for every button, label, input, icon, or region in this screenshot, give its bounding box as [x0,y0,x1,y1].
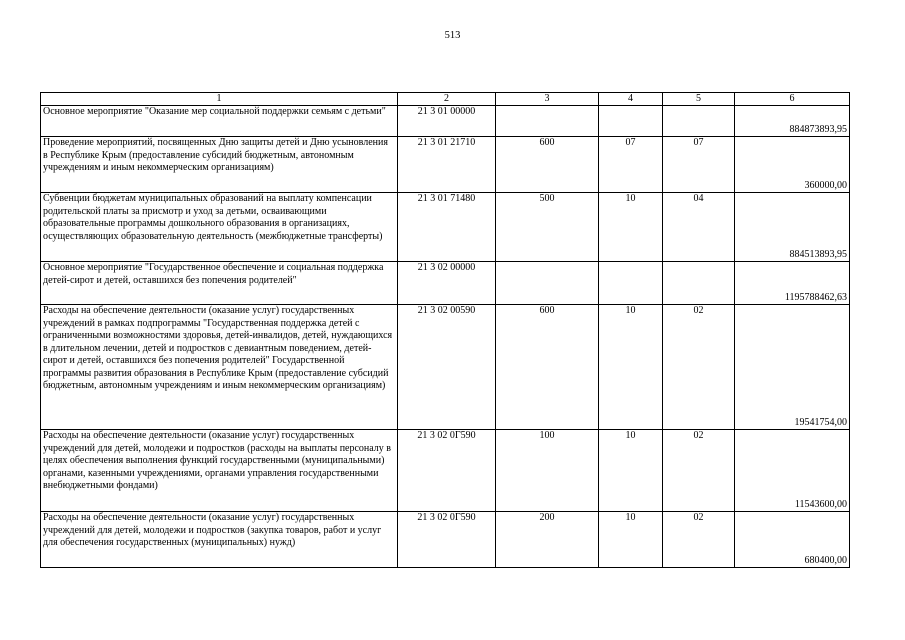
column-header: 3 [496,93,599,106]
row-code-cell: 21 3 02 0Г590 [398,512,496,568]
row-pr-cell: 02 [663,430,735,512]
row-sum-cell: 19541754,00 [735,305,850,430]
row-sum-cell: 1195788462,63 [735,262,850,305]
row-rz-cell: 10 [599,193,663,262]
row-name-cell: Расходы на обеспечение деятельности (оказание услуг) государственных учреждений для детей, молодежи и подростков (закупка товаров, работ и услуг для обеспечения государственных (муниципальных) нужд) [41,512,398,568]
row-code-cell: 21 3 02 00590 [398,305,496,430]
table-row [41,137,850,193]
row-vr-cell: 200 [496,512,599,568]
row-pr-cell: 02 [663,512,735,568]
table-row [41,430,850,512]
row-name-cell: Субвенции бюджетам муниципальных образований на выплату компенсации родительской платы за присмотр и уход за детьми, осваивающими образовательные программы дошкольного образования в организациях, осуществляющих образовательную деятельность (межбюджетные трансферты) [41,193,398,262]
row-code-cell: 21 3 01 21710 [398,137,496,193]
row-sum-cell: 680400,00 [735,512,850,568]
row-name-cell: Проведение мероприятий, посвященных Дню защиты детей и Дню усыновления в Республике Крым (предоставление субсидий бюджетным, автономным учреждениям и иным некоммерческим организациям) [41,137,398,193]
row-sum-cell: 884513893,95 [735,193,850,262]
row-vr-cell [496,106,599,137]
row-name-cell: Основное мероприятие "Оказание мер социальной поддержки семьям с детьми" [41,106,398,137]
column-header: 1 [41,93,398,106]
budget-table [40,92,850,568]
table-row [41,106,850,137]
table-row [41,193,850,262]
row-name-cell: Расходы на обеспечение деятельности (оказание услуг) государственных учреждений в рамках подпрограммы "Государственная поддержка детей с ограниченными возможностями здоровья, детей-инвалидов, детей, нуждающихся в длительном лечении, детей и подростков с девиантным поведением, детей-сирот и детей, оставшихся без попечения родителей" Государственной программы развития образования в Республике Крым (предоставление субсидий бюджетным, автономным учреждениям и иным некоммерческим организациям) [41,305,398,430]
row-vr-cell: 600 [496,137,599,193]
row-rz-cell [599,262,663,305]
row-vr-cell: 500 [496,193,599,262]
row-pr-cell: 04 [663,193,735,262]
row-pr-cell: 07 [663,137,735,193]
row-rz-cell [599,106,663,137]
row-rz-cell: 10 [599,512,663,568]
row-code-cell: 21 3 01 00000 [398,106,496,137]
page-number: 513 [444,30,461,41]
row-pr-cell [663,262,735,305]
row-name-cell: Расходы на обеспечение деятельности (оказание услуг) государственных учреждений для детей, молодежи и подростков (расходы на выплаты персоналу в целях обеспечения выполнения функций государственными (муниципальными) органами, казенными учреждениями, органами управления государственными внебюджетными фондами) [41,430,398,512]
row-code-cell: 21 3 02 00000 [398,262,496,305]
row-rz-cell: 07 [599,137,663,193]
row-pr-cell: 02 [663,305,735,430]
column-header: 2 [398,93,496,106]
table-row [41,262,850,305]
row-code-cell: 21 3 02 0Г590 [398,430,496,512]
row-pr-cell [663,106,735,137]
table-header-row [41,93,850,106]
row-sum-cell: 360000,00 [735,137,850,193]
table-row [41,512,850,568]
row-sum-cell: 11543600,00 [735,430,850,512]
column-header: 4 [599,93,663,106]
table-row [41,305,850,430]
row-rz-cell: 10 [599,305,663,430]
row-code-cell: 21 3 01 71480 [398,193,496,262]
row-sum-cell: 884873893,95 [735,106,850,137]
row-rz-cell: 10 [599,430,663,512]
row-vr-cell: 600 [496,305,599,430]
column-header: 6 [735,93,850,106]
row-vr-cell [496,262,599,305]
row-vr-cell: 100 [496,430,599,512]
row-name-cell: Основное мероприятие "Государственное обеспечение и социальная поддержка детей-сирот и детей, оставшихся без попечения родителей" [41,262,398,305]
column-header: 5 [663,93,735,106]
